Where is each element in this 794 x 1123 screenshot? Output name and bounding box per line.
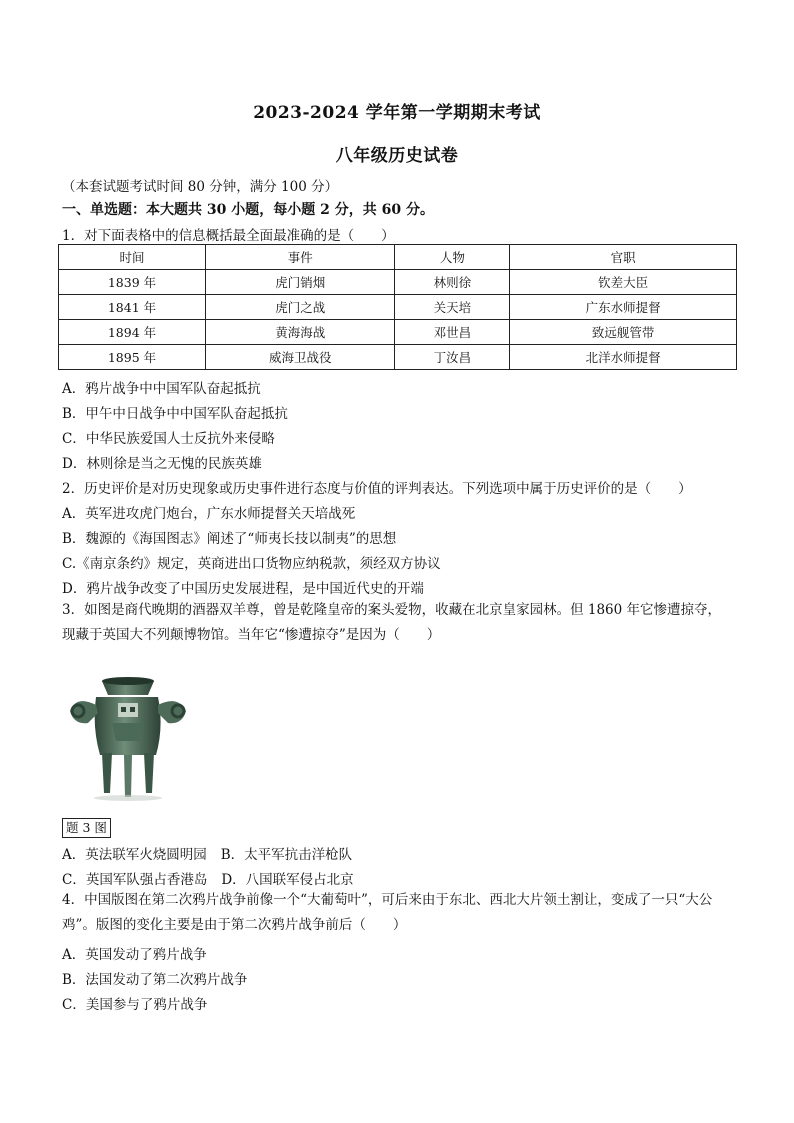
question-3-stem: 3．如图是商代晚期的酒器双羊尊，曾是乾隆皇帝的案头爱物，收藏在北京皇家园林。但 1860 年它惨遭掠夺，现藏于英国大不列颠博物馆。当年它“惨遭掠夺”是因为（ ） (62, 602, 722, 643)
table-cell: 致远舰管带 (510, 320, 737, 345)
section-heading: 一、单选题：本大题共 30 小题，每小题 2 分，共 60 分。 (62, 202, 434, 218)
table-cell: 关天培 (395, 295, 510, 320)
table-cell: 北洋水师提督 (510, 345, 737, 370)
q2-option-a[interactable]: A．英军进攻虎门炮台，广东水师提督关天培战死 (62, 506, 356, 522)
question-2-stem: 2．历史评价是对历史现象或历史事件进行态度与价值的评判表达。下列选项中属于历史评价的是（ ） (62, 481, 692, 497)
q4-option-b[interactable]: B．法国发动了第二次鸦片战争 (62, 972, 248, 988)
q2-option-c[interactable]: C.《南京条约》规定，英商进出口货物应纳税款，须经双方协议 (62, 556, 441, 572)
q1-option-d[interactable]: D．林则徐是当之无愧的民族英雄 (62, 456, 262, 472)
q1-option-c[interactable]: C．中华民族爱国人士反抗外来侵略 (62, 431, 275, 447)
q1-option-a[interactable]: A．鸦片战争中中国军队奋起抵抗 (62, 381, 261, 397)
table-cell: 威海卫战役 (206, 345, 395, 370)
question-1-stem: 1．对下面表格中的信息概括最全面最准确的是（ ） (62, 228, 395, 244)
table-row (59, 295, 737, 320)
table-row (59, 270, 737, 295)
table-row (59, 345, 737, 370)
table-cell: 1841 年 (59, 295, 206, 320)
q3-option-d[interactable]: D．八国联军侵占北京 (221, 872, 354, 888)
q2-option-b[interactable]: B．魏源的《海国图志》阐述了“师夷长技以制夷”的思想 (62, 531, 397, 547)
table-header-cell: 官职 (510, 245, 737, 270)
q3-option-b[interactable]: B．太平军抗击洋枪队 (220, 847, 353, 863)
table-cell: 黄海海战 (206, 320, 395, 345)
table-cell: 1839 年 (59, 270, 206, 295)
table-cell: 林则徐 (395, 270, 510, 295)
exam-note: （本套试题考试时间 80 分钟，满分 100 分） (62, 179, 339, 195)
table-header-cell: 事件 (206, 245, 395, 270)
q4-option-a[interactable]: A．英国发动了鸦片战争 (62, 947, 207, 963)
question-4-stem: 4．中国版图在第二次鸦片战争前像一个“大葡萄叶”，可后来由于东北、西北大片领土割让，变成了一只“大公鸡”。版图的变化主要是由于第二次鸦片战争前后（ ） (62, 892, 713, 933)
table-header-cell: 人物 (395, 245, 510, 270)
q2-option-d[interactable]: D．鸦片战争改变了中国历史发展进程，是中国近代史的开端 (62, 581, 424, 597)
table-cell: 丁汝昌 (395, 345, 510, 370)
exam-title: 2023-2024 学年第一学期期末考试 (253, 103, 541, 123)
table-row (59, 320, 737, 345)
q3-options-row-1 (62, 843, 352, 863)
q4-option-c[interactable]: C．美国参与了鸦片战争 (62, 997, 208, 1013)
q3-option-c[interactable]: C．英国军队强占香港岛 (62, 872, 208, 888)
table-cell: 1894 年 (59, 320, 206, 345)
table-cell: 邓世昌 (395, 320, 510, 345)
info-table (58, 244, 737, 370)
q1-option-b[interactable]: B．甲午中日战争中中国军队奋起抵抗 (62, 406, 288, 422)
figure-3-label: 题 3 图 (62, 818, 111, 838)
table-header-cell: 时间 (59, 245, 206, 270)
table-cell: 虎门之战 (206, 295, 395, 320)
exam-subtitle: 八年级历史试卷 (335, 146, 459, 166)
q3-options-row-2 (62, 868, 354, 888)
table-cell: 广东水师提督 (510, 295, 737, 320)
table-cell: 1895 年 (59, 345, 206, 370)
double-ram-zun-image (66, 667, 192, 803)
table-cell: 虎门销烟 (206, 270, 395, 295)
table-header-row (59, 245, 737, 270)
q3-option-a[interactable]: A．英法联军火烧圆明园 (62, 847, 207, 863)
table-cell: 钦差大臣 (510, 270, 737, 295)
